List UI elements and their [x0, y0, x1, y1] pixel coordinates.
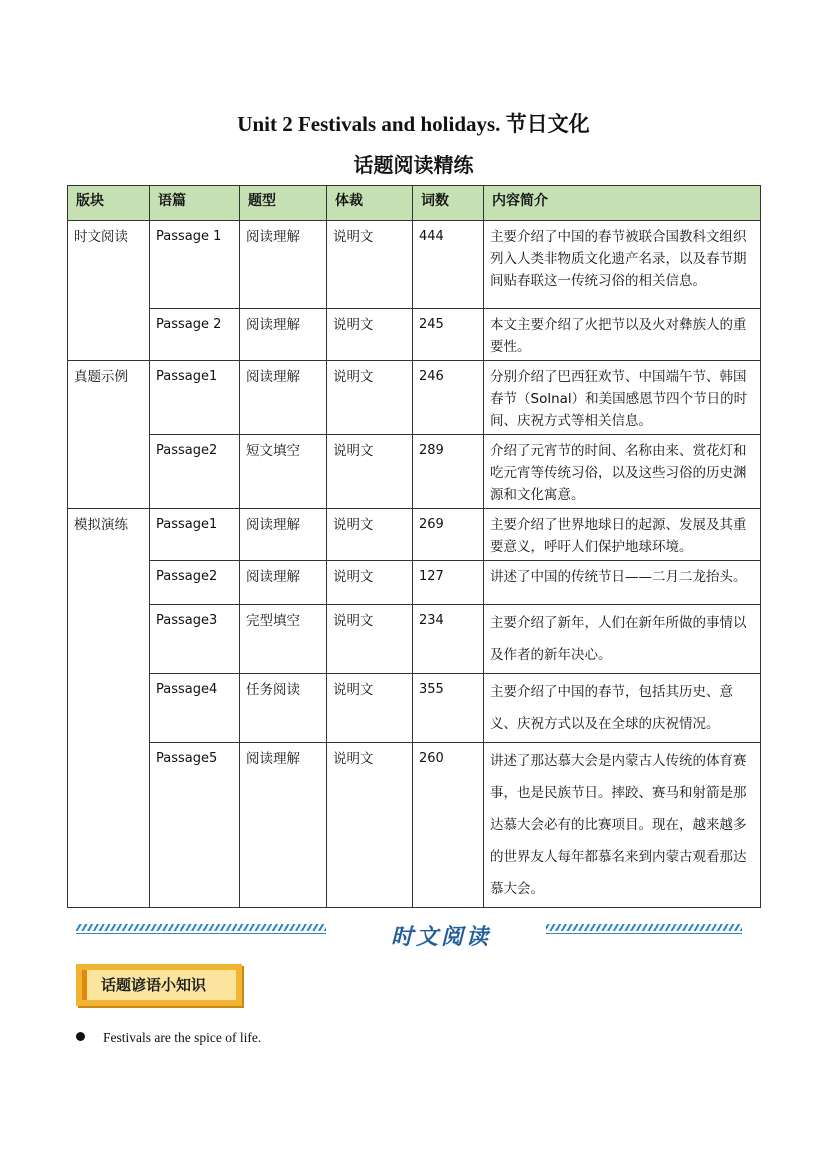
question-type-cell: 阅读理解: [240, 361, 327, 435]
passage-cell: Passage5: [150, 743, 240, 908]
banner-underline-left: [76, 933, 326, 934]
table-row: [68, 743, 761, 908]
passage-cell: Passage 1: [150, 221, 240, 309]
word-count-cell: 246: [413, 361, 484, 435]
summary-cell: 主要介绍了新年，人们在新年所做的事情以及作者的新年决心。: [484, 605, 761, 674]
genre-cell: 说明文: [327, 674, 413, 743]
passage-cell: Passage4: [150, 674, 240, 743]
summary-cell: 主要介绍了世界地球日的起源、发展及其重要意义，呼吁人们保护地球环境。: [484, 509, 761, 561]
word-count-cell: 444: [413, 221, 484, 309]
header-word-count: 词数: [413, 186, 484, 221]
header-passage: 语篇: [150, 186, 240, 221]
table-row: [68, 309, 761, 361]
genre-cell: 说明文: [327, 509, 413, 561]
passage-cell: Passage2: [150, 435, 240, 509]
table-row: [68, 674, 761, 743]
summary-cell: 讲述了那达慕大会是内蒙古人传统的体育赛事，也是民族节日。摔跤、赛马和射箭是那达慕大会必有的比赛项目。现在，越来越多的世界友人每年都慕名来到内蒙古观看那达慕大会。: [484, 743, 761, 908]
section-cell: 时文阅读: [68, 221, 150, 361]
header-summary: 内容简介: [484, 186, 761, 221]
header-section: 版块: [68, 186, 150, 221]
question-type-cell: 阅读理解: [240, 309, 327, 361]
summary-cell: 介绍了元宵节的时间、名称由来、赏花灯和吃元宵等传统习俗，以及这些习俗的历史渊源和文化寓意。: [484, 435, 761, 509]
summary-cell: 主要介绍了中国的春节，包括其历史、意义、庆祝方式以及在全球的庆祝情况。: [484, 674, 761, 743]
proverb-tag-label: 话题谚语小知识: [82, 970, 236, 1000]
section-banner: [76, 918, 742, 952]
genre-cell: 说明文: [327, 309, 413, 361]
word-count-cell: 127: [413, 561, 484, 605]
table-row: [68, 435, 761, 509]
page-subtitle: 话题阅读精练: [353, 153, 474, 177]
question-type-cell: 完型填空: [240, 605, 327, 674]
page-title: Unit 2 Festivals and holidays. 节日文化: [237, 112, 590, 136]
table-row: [68, 221, 761, 309]
header-question-type: 题型: [240, 186, 327, 221]
word-count-cell: 269: [413, 509, 484, 561]
table-row: [68, 509, 761, 561]
word-count-cell: 234: [413, 605, 484, 674]
question-type-cell: 阅读理解: [240, 561, 327, 605]
table-row: [68, 605, 761, 674]
bullet-item: [76, 1030, 261, 1046]
genre-cell: 说明文: [327, 561, 413, 605]
summary-cell: 主要介绍了中国的春节被联合国教科文组织列入人类非物质文化遗产名录，以及春节期间贴春联这一传统习俗的相关信息。: [484, 221, 761, 309]
word-count-cell: 245: [413, 309, 484, 361]
overview-table: [67, 185, 761, 908]
question-type-cell: 阅读理解: [240, 509, 327, 561]
genre-cell: 说明文: [327, 435, 413, 509]
passage-cell: Passage2: [150, 561, 240, 605]
question-type-cell: 任务阅读: [240, 674, 327, 743]
question-type-cell: 短文填空: [240, 435, 327, 509]
bullet-dot-icon: [76, 1032, 85, 1041]
banner-stripe-right: [546, 924, 742, 931]
genre-cell: 说明文: [327, 221, 413, 309]
table-header-row: [68, 186, 761, 221]
passage-cell: Passage3: [150, 605, 240, 674]
table-row: [68, 361, 761, 435]
genre-cell: 说明文: [327, 605, 413, 674]
section-cell: 模拟演练: [68, 509, 150, 908]
genre-cell: 说明文: [327, 743, 413, 908]
summary-cell: 分别介绍了巴西狂欢节、中国端午节、韩国春节（Solnal）和美国感恩节四个节日的时间、庆祝方式等相关信息。: [484, 361, 761, 435]
summary-cell: 讲述了中国的传统节日——二月二龙抬头。: [484, 561, 761, 605]
bullet-text: Festivals are the spice of life.: [103, 1030, 262, 1045]
passage-cell: Passage1: [150, 361, 240, 435]
section-cell: 真题示例: [68, 361, 150, 509]
question-type-cell: 阅读理解: [240, 743, 327, 908]
passage-cell: Passage1: [150, 509, 240, 561]
summary-cell: 本文主要介绍了火把节以及火对彝族人的重要性。: [484, 309, 761, 361]
word-count-cell: 355: [413, 674, 484, 743]
genre-cell: 说明文: [327, 361, 413, 435]
header-genre: 体裁: [327, 186, 413, 221]
banner-title: 时文阅读: [390, 924, 491, 950]
question-type-cell: 阅读理解: [240, 221, 327, 309]
word-count-cell: 260: [413, 743, 484, 908]
proverb-tag: [76, 964, 242, 1006]
passage-cell: Passage 2: [150, 309, 240, 361]
word-count-cell: 289: [413, 435, 484, 509]
banner-stripe-left: [76, 924, 326, 931]
banner-underline-right: [546, 933, 742, 934]
table-row: [68, 561, 761, 605]
